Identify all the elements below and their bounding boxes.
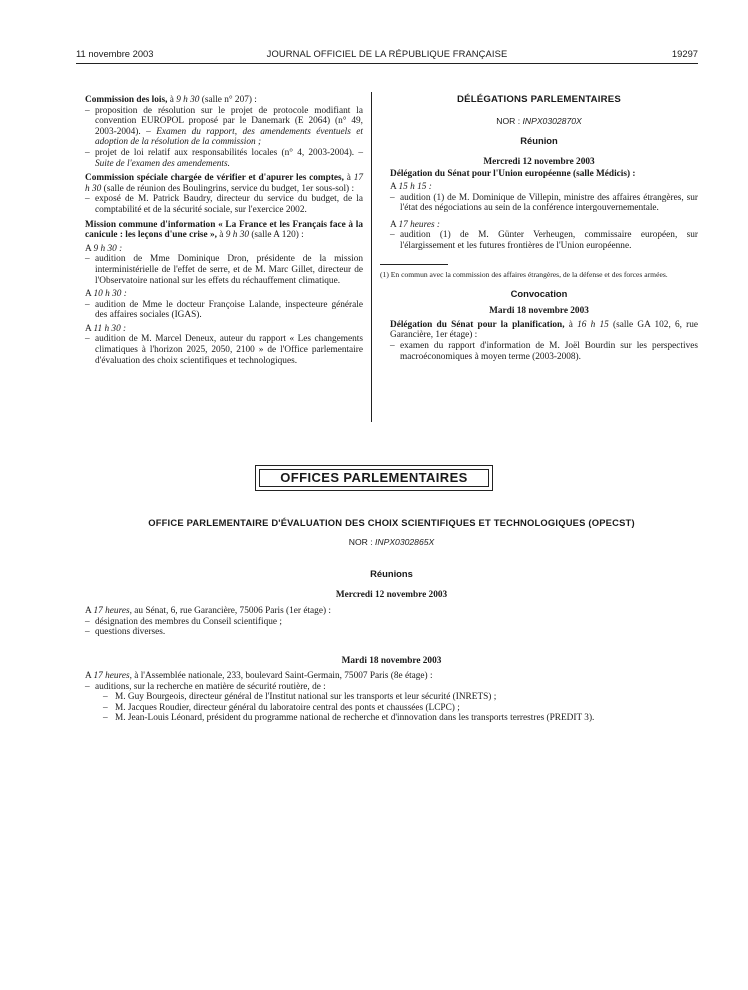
commission-lois-time: 9 h 30 (176, 95, 200, 105)
list-item: – audition de Mme Dominique Dron, présidente de la mission interministérielle de l'effet de serre, et de M. Marc Gillet, directeur de l'Observatoire national sur les effets du réchauffement climatique. (85, 254, 363, 286)
list-item: – audition (1) de M. Günter Verheugen, commissaire européen, sur l'élargissement et les futures frontières de l'Union européenne. (390, 230, 698, 251)
journal-title: JOURNAL OFFICIEL DE LA RÉPUBLIQUE FRANÇAISE (266, 48, 508, 59)
sub-list-item: – M. Jean-Louis Léonard, président du programme national de recherche et d'innovation dans les transports terrestres (PREDIT 3). (103, 713, 595, 724)
list-item: – audition (1) de M. Dominique de Villepin, ministre des affaires étrangères, sur l'état des négociations au sein de la conférence intergouvernementale. (390, 192, 698, 214)
office-reunions-block (85, 569, 698, 580)
page-header (76, 48, 698, 62)
column-separator (371, 92, 372, 422)
date-heading: Mardi 18 novembre 2003 (341, 656, 442, 666)
list-item: – désignation des membres du Conseil scientifique ; (85, 616, 282, 627)
list-item: – exposé de M. Patrick Baudry, directeur du service du budget, de la comptabilité et de la sécurité sociale, sur l'exercice 2002. (85, 194, 363, 215)
date-heading: Mardi 18 novembre 2003 (489, 306, 589, 317)
footnote: (1) En commun avec la commission des affaires étrangères, de la défense et des forces armées. (380, 269, 668, 279)
header-rule (76, 63, 698, 64)
offices-heading-box (255, 465, 493, 491)
office-nor-block (85, 537, 698, 548)
delegations-heading: DÉLÉGATIONS PARLEMENTAIRES (456, 94, 622, 105)
meeting-2: A 17 heures, à l'Assemblée nationale, 233, boulevard Saint-Germain, 75007 Paris (8e étage) : – auditions, sur la recherche en matière de sécurité routière, de : – M. Guy Bourgeois, directeur général de l'Institut national sur les transports et leur sécurité (INRETS) ; – M. Jacques Roudier, directeur général du laboratoire central des ponts et chaussées (LCPC) ; – M. Jean-Louis Léonard, président du programme national de recherche et d'innovation dans les transports terrestres (PREDIT 3). (85, 671, 698, 724)
delegation-title: Délégation du Sénat pour la planification, (390, 319, 565, 330)
nor-reference: NOR : INPX0302865X (348, 537, 435, 547)
list-item: – examen du rapport d'information de M. Joël Bourdin sur les perspectives macroéconomiques à moyen terme (2003-2008). (390, 340, 698, 362)
commission-speciale: Commission spéciale chargée de vérifier et d'apurer les comptes, à 17 h 30 (salle de réunion des Boulingrins, service du budget, 1er sous-sol) : – exposé de M. Patrick Baudry, directeur du service du budget, de la comptabilité et de la sécurité sociale, sur l'exercice 2002. (85, 173, 363, 215)
list-item: – projet de loi relatif aux responsabilités locales (n° 4, 2003-2004). – Suite de l'examen des amendements. (85, 147, 363, 169)
office-date2-block (85, 656, 698, 667)
sub-list-item: – M. Jacques Roudier, directeur général du laboratoire central des ponts et chaussées (LCPC) ; (103, 702, 460, 713)
date-heading: Mercredi 12 novembre 2003 (483, 156, 595, 167)
date-heading: Mercredi 12 novembre 2003 (335, 590, 448, 600)
mission-title: Mission commune d'information « La France et les Français face à la canicule : les leçons d'une crise », (85, 219, 363, 241)
convocation-heading: Convocation (510, 287, 568, 299)
reunion-heading: Réunion (520, 135, 558, 147)
footnote-rule (380, 264, 448, 265)
reunions-heading: Réunions (370, 568, 413, 579)
slot-time: A 10 h 30 : (85, 289, 127, 300)
slot-time: A 17 heures : (390, 219, 441, 230)
list-item: – proposition de résolution sur le projet de protocole modifiant la convention EUROPOL proposé par le Danemark (E 2064) (n° 49, 2003-2004). – Examen du rapport, des amendements éventuels et adoption de la résolution de la commission ; (85, 105, 363, 148)
commission-lois-title: Commission des lois, (85, 95, 168, 105)
list-item: – questions diverses. (85, 627, 166, 638)
commission-lois: Commission des lois, à 9 h 30 (salle n° 207) : – proposition de résolution sur le projet de protocole modifiant la convention EUROPOL proposé par le Danemark (E 2064) (n° 49, 2003-2004). – Examen du rapport, des amendements éventuels et adoption de la résolution de la commission ; – projet de loi relatif aux responsabilités locales (n° 4, 2003-2004). – Suite de l'examen des amendements. (85, 95, 363, 169)
slot-time: A 11 h 30 : (85, 323, 127, 334)
page-number: 19297 (671, 48, 698, 59)
right-column: DÉLÉGATIONS PARLEMENTAIRES NOR : INPX0302870X Réunion Mercredi 12 novembre 2003 Délégation du Sénat pour l'Union européenne (salle Médicis) : A 15 h 15 : – audition (1) de M. Dominique de Villepin, ministre des affaires étrangères, sur l'état des négociations au sein de la conférence intergouvernementale. A 17 heures : – audition (1) de M. Günter Verheugen, commissaire européen, sur l'élargissement et les futures frontières de l'Union européenne. (1) En commun avec la commission des affaires étrangères, de la défense et des forces armées. Convocation Mardi 18 novembre 2003 Délégation du Sénat pour la planification, à 16 h 15 (salle GA 102, 6, rue Garancière, 1er étage) : – examen du rapport d'information de M. Joël Bourdin sur les perspectives macroéconomiques à moyen terme (2003-2008). (380, 94, 699, 362)
list-item: – audition de M. Marcel Deneux, auteur du rapport « Les changements climatiques à l'horizon 2025, 2050, 2100 » de l'Office parlementaire d'évaluation des choix scientifiques et technologiques. (85, 334, 363, 366)
header-date: 11 novembre 2003 (76, 48, 154, 59)
meeting-1: A 17 heures, au Sénat, 6, rue Garancière, 75006 Paris (1er étage) : – désignation des membres du Conseil scientifique ; – questions diverses. (85, 606, 698, 638)
slot-time: A 9 h 30 : (85, 243, 123, 254)
slot-time: A 15 h 15 : (390, 181, 432, 192)
list-item: – audition de Mme le docteur Françoise Lalande, inspecteure générale des affaires sociales (IGAS). (85, 299, 363, 321)
office-date1-block (85, 590, 698, 601)
sub-list-item: – M. Guy Bourgeois, directeur général de l'Institut national sur les transports et leur sécurité (INRETS) ; (103, 692, 497, 703)
left-column (85, 95, 363, 370)
offices-heading: OFFICES PARLEMENTAIRES (259, 469, 489, 487)
office-title-block (85, 518, 698, 529)
office-title: OFFICE PARLEMENTAIRE D'ÉVALUATION DES CHOIX SCIENTIFIQUES ET TECHNOLOGIQUES (OPECST) (148, 517, 635, 528)
list-item: – auditions, sur la recherche en matière de sécurité routière, de : (85, 681, 326, 692)
commission-speciale-title: Commission spéciale chargée de vérifier et d'apurer les comptes, (85, 173, 344, 184)
mission-canicule: Mission commune d'information « La France et les Français face à la canicule : les leçons d'une crise », à 9 h 30 (salle A 120) : A 9 h 30 : – audition de Mme Dominique Dron, présidente de la mission interministérielle de l'effet de serre, et de M. Marc Gillet, directeur de l'Observatoire national sur les effets du réchauffement climatique. A 10 h 30 : – audition de Mme le docteur Françoise Lalande, inspecteure générale des affaires sociales (IGAS). A 11 h 30 : – audition de M. Marcel Deneux, auteur du rapport « Les changements climatiques à l'horizon 2025, 2050, 2100 » de l'Office parlementaire d'évaluation des choix scientifiques et technologiques. (85, 219, 363, 366)
delegation-title: Délégation du Sénat pour l'Union européenne (salle Médicis) : (390, 169, 636, 180)
nor-reference: NOR : INPX0302870X (496, 115, 582, 126)
